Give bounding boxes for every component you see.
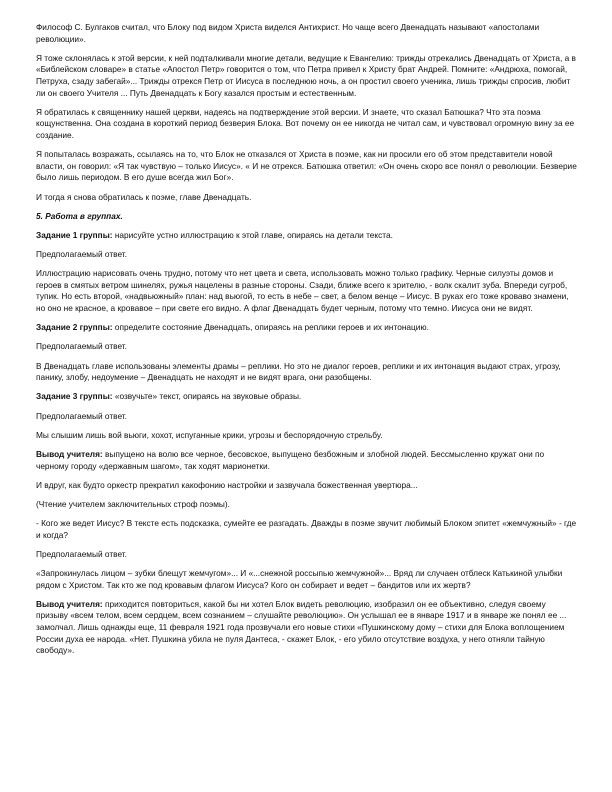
paragraph-text: «Запрокинулась лицом – зубки блещут жемчугом»... И «...снежной россыпью жемчужной»... Вряд ли случаен отблеск Катькиной улыбки рядом с Христом. Так кто же под кровавым флагом Иисуса? Кого он собирает и ведет – бандитов или их жертв? — [36, 568, 563, 590]
paragraph — [36, 192, 578, 204]
paragraph — [36, 480, 578, 492]
paragraph-text: «озвучьте» текст, опираясь на звуковые образы. — [112, 391, 302, 402]
paragraph — [36, 322, 578, 334]
paragraph-text: Я тоже склонялась к этой версии, к ней подталкивали многие детали, ведущие к Евангелию: трижды отрекались Двенадцать от Христа, а в «Библейском словаре» в статье «Апостол Петр» говорится о том, что Петра привел к Христу брат Андрей. Помните: «Андрюха, помогай, Петруха, сзаду забегай»... Трижды отрекся Петр от Иисуса в последнюю ночь, а он простил своего ученика, лишь трижды спросив, любит ли он своего Учителя ... Путь Двенадцать к Богу казался простым и естественным. — [36, 52, 576, 98]
paragraph — [36, 449, 578, 472]
paragraph — [36, 268, 578, 314]
task-label: Задание 2 группы: — [36, 322, 113, 333]
paragraph-text: - Кого же ведет Иисус? В тексте есть подсказка, сумейте ее разгадать. Дважды в поэме звучит любимый Блоком эпитет «жемчужный» - где и когда? — [36, 518, 577, 540]
paragraph — [36, 341, 578, 353]
paragraph-text: приходится повториться, какой бы ни хотел Блок видеть революцию, изобразил он ее объективно, следуя своему призыву «всем телом, всем сердцем, всем сознанием – слушайте революцию». Он услышал ее в январе 1917 и в январе же понял ее ... замолчал. Лишь однажды еще, 11 февраля 1921 года прозвучали его новые стихи «Пушкинскому дому – стихи для Блока воплощением России духа ее народа. «Нет. Пушкина убила не пуля Дантеса, - скажет Блок, - его убило отсутствие воздуха, у него отняли тайную свободу». — [36, 598, 567, 656]
paragraph — [36, 391, 578, 403]
paragraph-text: Философ С. Булгаков считал, что Блоку под видом Христа виделся Антихрист. Но чаще всего Двенадцать называют «апостолами революции». — [36, 22, 540, 44]
paragraph-text: (Чтение учителем заключительных строф поэмы). — [36, 498, 230, 509]
conclusion-label: Вывод учителя: — [36, 598, 103, 609]
paragraph — [36, 107, 578, 142]
paragraph-text: выпущено на волю все черное, бесовское, выпущено безбожным и злобной людей. Бессмысленно кружат они по черному городу «державным шагом», так ходят марионетки. — [36, 448, 545, 471]
paragraph-text: И вдруг, как будто оркестр прекратил какофонию настройки и зазвучала божественная увертюра... — [36, 479, 418, 490]
paragraph — [36, 549, 578, 561]
paragraph-text: Я обратилась к священнику нашей церкви, надеясь на подтверждение этой версии. И знаете, что сказал Батюшка? Что эта поэма кощунственна. Она создана в короткий период безверия Блока. Вот почему он ее никогда не читал сам, и чувствовал огромную вину за ее создание. — [36, 106, 575, 140]
paragraph — [36, 411, 578, 423]
paragraph — [36, 22, 578, 45]
paragraph — [36, 430, 578, 442]
paragraph — [36, 230, 578, 242]
task-label: Задание 3 группы: — [36, 391, 113, 402]
paragraph-text: нарисуйте устно иллюстрацию к этой главе, опираясь на детали текста. — [112, 229, 393, 240]
paragraph — [36, 568, 578, 591]
paragraph-text: В Двенадцать главе использованы элементы драмы – реплики. Но это не диалог героев, реплики и их интонация выдают страх, угрозу, панику, злобу, недоумение – Двенадцать не находят и не видят врага, они разобщены. — [36, 360, 561, 383]
document-page — [36, 22, 578, 664]
section-heading-text: 5. Работа в группах. — [36, 210, 123, 221]
section-heading — [36, 211, 578, 223]
paragraph-text: определите состояние Двенадцать, опираясь на реплики героев и их интонацию. — [112, 322, 429, 333]
paragraph-text: И тогда я снова обратилась к поэме, главе Двенадцать. — [36, 191, 252, 202]
paragraph — [36, 599, 578, 657]
paragraph — [36, 149, 578, 184]
paragraph — [36, 249, 578, 261]
task-label: Задание 1 группы: — [36, 229, 113, 240]
paragraph-text: Мы слышим лишь вой вьюги, хохот, испуганные крики, угрозы и беспорядочную стрельбу. — [36, 429, 383, 440]
paragraph-text: Предполагаемый ответ. — [36, 341, 127, 352]
paragraph — [36, 361, 578, 384]
paragraph — [36, 499, 578, 511]
paragraph-text: Я попыталась возражать, ссылаясь на то, что Блок не отказался от Христа в поэме, как ни просили его об этом представители новой власти, он говорил: «Я так чувствую – только Иисус». « И не отрекся. Батюшка ответил: «Он очень скоро все понял о революции. Безверие было лишь периодом. В его душе всегда жил Бог». — [36, 149, 577, 183]
paragraph-text: Предполагаемый ответ. — [36, 249, 127, 260]
paragraph-text: Предполагаемый ответ. — [36, 410, 127, 421]
paragraph — [36, 53, 578, 99]
paragraph — [36, 518, 578, 541]
paragraph-text: Иллюстрацию нарисовать очень трудно, потому что нет цвета и света, использовать можно только графику. Черные силуэты домов и героев в смятых ветром шинелях, ружья нацелены в разные стороны. Сзади, ближе всего к зрителю, - волк скалит зуба. Впереди сугроб, тупик. Но есть второй, «надвьюжный» план: над вьюгой, то есть в небе – свет, а белом венце – Иисус. В руках его тоже кроваво знамени, но оно не красное, а кровавое – при свете его видно. А флаг Двенадцать будет черным, потому что темно. Иисуса они не видят. — [36, 268, 569, 314]
paragraph-text: Предполагаемый ответ. — [36, 548, 127, 559]
conclusion-label: Вывод учителя: — [36, 448, 103, 459]
